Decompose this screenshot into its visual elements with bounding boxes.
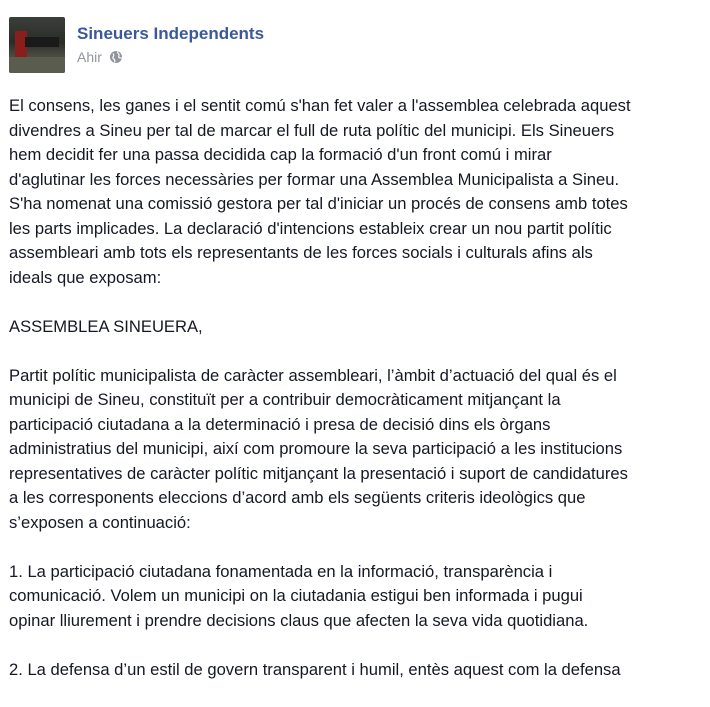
post-paragraph [9,560,709,634]
post-text-line: participació ciutadana a la determinació i presa de decisió dins els òrgans [9,414,551,434]
avatar-shape [25,37,59,47]
post-text-line: opinar lliurement i prendre decisions claus que afecten la seva vida quotidiana. [9,610,589,630]
post-text-line: hem decidit fer una passa decidida cap la formació d'un front comú i mirar [9,145,552,164]
post-paragraph [9,658,709,683]
post-text-line: les parts implicades. La declaració d'intencions estableix crear un nou partit polític [9,218,612,238]
post-text-line: administratius del municipi, així com promoure la seva participació a les institucions [9,439,623,458]
post-paragraph [9,94,709,290]
post-text-line: Partit polític municipalista de caràcter assembleari, l’àmbit d’actuació del qual és el [9,365,617,385]
page-avatar[interactable] [9,17,65,73]
post-author-link[interactable]: Sineuers Independents [77,24,265,43]
post-text-line: ASSEMBLEA SINEUERA, [9,316,203,336]
post-text-line: d'aglutinar les forces necessàries per formar una Assemblea Municipalista a Sineu. [9,169,620,189]
post-text-line: s’exposen a continuació: [9,512,191,532]
globe-icon[interactable] [109,50,123,64]
post-text-line: divendres a Sineu per tal de marcar el full de ruta polític del municipi. Els Sineuers [9,120,615,140]
post-text-line: municipi de Sineu, constituït per a contribuir democràticament mitjançant la [9,390,561,409]
post-text-line: 2. La defensa d’un estil de govern transparent i humil, entès aquest com la defensa [9,659,621,679]
post-text-line: S'ha nomenat una comissió gestora per tal d'iniciar un procés de consens amb totes [9,194,628,213]
post-text-line: a les corresponents eleccions d’acord amb els següents criteris ideològics que [9,488,586,507]
post-paragraph [9,364,709,536]
post-timestamp-link[interactable]: Ahir [77,49,102,65]
post-text-line: assembleari amb tots els representants de les forces socials i culturals afins als [9,243,593,262]
avatar-shape [9,57,65,73]
post-text-line: El consens, les ganes i el sentit comú s'han fet valer a l'assemblea celebrada aquest [9,96,631,115]
post-message [9,94,709,707]
post-text-line: representatives de caràcter polític mitjançant la presentació i suport de candidatures [9,463,628,483]
post-text-line: 1. La participació ciutadana fonamentada en la informació, transparència i [9,561,553,581]
post-meta [77,49,123,65]
post-text-line: comunicació. Volem un municipi on la ciutadania estigui ben informada i pugui [9,586,583,605]
post-paragraph [9,315,709,340]
post-text-line: ideals que exposam: [9,267,162,287]
